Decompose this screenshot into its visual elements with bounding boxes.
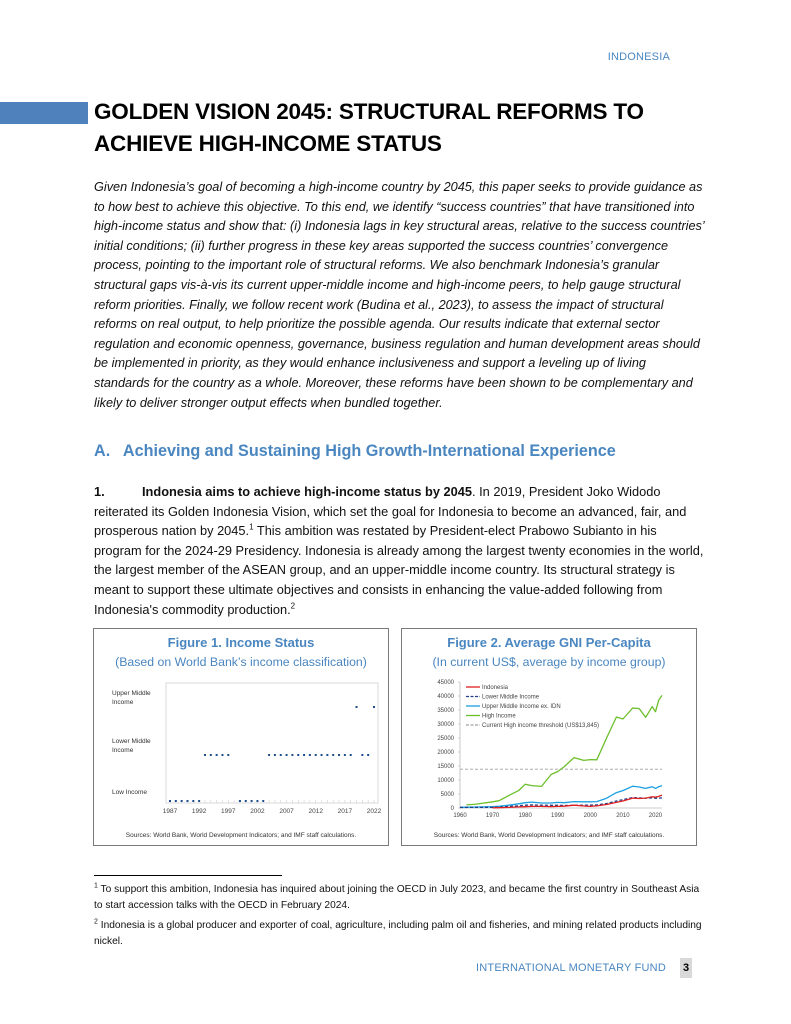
svg-text:2020: 2020 [648,813,663,819]
figure-2 [401,628,697,846]
svg-text:Income: Income [112,699,134,706]
svg-text:High Income: High Income [482,713,516,720]
figure-1-title: Figure 1. Income Status [167,635,315,650]
svg-text:Upper Middle: Upper Middle [112,690,151,697]
page-number: 3 [680,958,692,978]
svg-text:1960: 1960 [453,813,467,819]
footer-organization: INTERNATIONAL MONETARY FUND [476,962,666,974]
svg-text:1980: 1980 [518,813,532,819]
figure-2-title: Figure 2. Average GNI Per-Capita [447,635,651,650]
paragraph-text-a: . In 2019, President Joko Widodo reiterated its Golden Indonesia Vision, which set the goal for Indonesia to become an advanced, fair, and prosperous nation by 2045. [94,484,687,539]
svg-text:Indonesia: Indonesia [482,685,509,691]
footnote-2 [94,918,704,949]
svg-text:2010: 2010 [616,813,630,819]
svg-text:2012: 2012 [308,808,323,815]
svg-text:Lower Middle: Lower Middle [112,738,151,745]
svg-text:Income: Income [112,747,134,754]
svg-text:2002: 2002 [250,808,265,815]
figure-2-subtitle: (In current US$, average by income group) [432,655,666,669]
footnote-separator [94,875,282,876]
svg-text:1970: 1970 [485,813,500,819]
footnote-ref-1[interactable]: 1 [249,522,254,532]
svg-text:Low Income: Low Income [112,789,148,796]
svg-text:5000: 5000 [440,792,454,798]
paragraph-1 [94,482,704,619]
svg-text:1997: 1997 [221,808,236,815]
figure-1 [93,628,389,846]
svg-text:10000: 10000 [437,778,454,784]
svg-text:0: 0 [450,806,454,812]
figure-1-subtitle: (Based on World Bank’s income classification) [115,655,367,669]
running-head: INDONESIA [607,51,670,63]
svg-text:2007: 2007 [279,808,294,815]
svg-text:2000: 2000 [583,813,598,819]
footnote-1-number: 1 [94,882,98,890]
footnote-2-number: 2 [94,918,98,926]
svg-text:Upper Middle Income ex. IDN: Upper Middle Income ex. IDN [482,704,561,710]
title-accent-bar [0,102,88,124]
section-letter: A. [94,442,111,460]
svg-text:25000: 25000 [437,736,454,742]
svg-text:1987: 1987 [162,808,178,815]
figure-1-source: Sources: World Bank, World Development Indicators; and IMF staff calculations. [125,832,357,839]
figure-2-source: Sources: World Bank, World Development Indicators; and IMF staff calculations. [433,832,665,839]
svg-text:Current High income threshold: Current High income threshold (US$13,845) [482,723,600,729]
svg-text:30000: 30000 [437,722,454,728]
footnote-1 [94,882,704,913]
paragraph-text-b: This ambition was restated by President-elect Prabowo Subianto in his program for the 2024-29 Presidency. Indonesia is already among the largest twenty economies in the world, the largest member of the ASEAN group, and an upper-middle income country. Its structural strategy is meant to support these ultimate objectives and consists in enhancing the value-added following from Indonesia's commodity production. [94,523,704,617]
footnote-1-text: To support this ambition, Indonesia has inquired about joining the OECD in July 2023, and became the first country in Southeast Asia to start accession talks with the OECD in February 2024. [94,884,700,911]
footnote-ref-2[interactable]: 2 [290,601,296,611]
svg-text:2022: 2022 [366,808,382,815]
section-heading [94,442,616,461]
svg-text:1990: 1990 [551,813,565,819]
section-title: Achieving and Sustaining High Growth-International Experience [122,442,616,460]
svg-text:1992: 1992 [191,808,207,815]
svg-text:35000: 35000 [437,708,454,714]
svg-text:40000: 40000 [437,694,454,700]
income-status-chart [94,677,390,827]
svg-text:20000: 20000 [437,750,454,756]
paragraph-number: 1. [94,484,105,499]
abstract: Given Indonesia’s goal of becoming a high-income country by 2045, this paper seeks to provide guidance as to how best to achieve this objective. To this end, we identify “success countries” that have transitioned into high-income status and show that: (i) Indonesia lags in key structural areas, relative to the success countries’ initial conditions; (ii) further progress in these key areas supported the success countries’ convergence process, pointing to the important role of structural reforms. We also benchmark Indonesia’s granular structural gaps vis-à-vis its current upper-middle income and high-income peers, to help gauge structural reform priorities. Finally, we follow recent work (Budina et al., 2023), to assess the impact of structural reforms on real output, to help prioritize the possible agenda. Our results indicate that external sector regulation and economic openness, governance, business regulation and human development areas should be implemented in priority, as they would enhance inclusiveness and support a leveling up of living standards for the country as a whole. Moreover, these reforms have been shown to be complementary and likely to deliver stronger output effects when bundled together. [94,180,705,410]
gni-per-capita-chart [402,677,698,827]
page-title: GOLDEN VISION 2045: STRUCTURAL REFORMS TO ACHIEVE HIGH-INCOME STATUS [94,99,644,156]
svg-text:2017: 2017 [337,808,353,815]
svg-text:15000: 15000 [437,764,454,770]
svg-text:45000: 45000 [437,680,454,686]
paragraph-lead: Indonesia aims to achieve high-income status by 2045 [142,484,472,499]
footnote-2-text: Indonesia is a global producer and exporter of coal, agriculture, including palm oil and fisheries, and mining related products including nickel. [94,920,702,947]
svg-text:Lower Middle Income: Lower Middle Income [482,694,540,701]
